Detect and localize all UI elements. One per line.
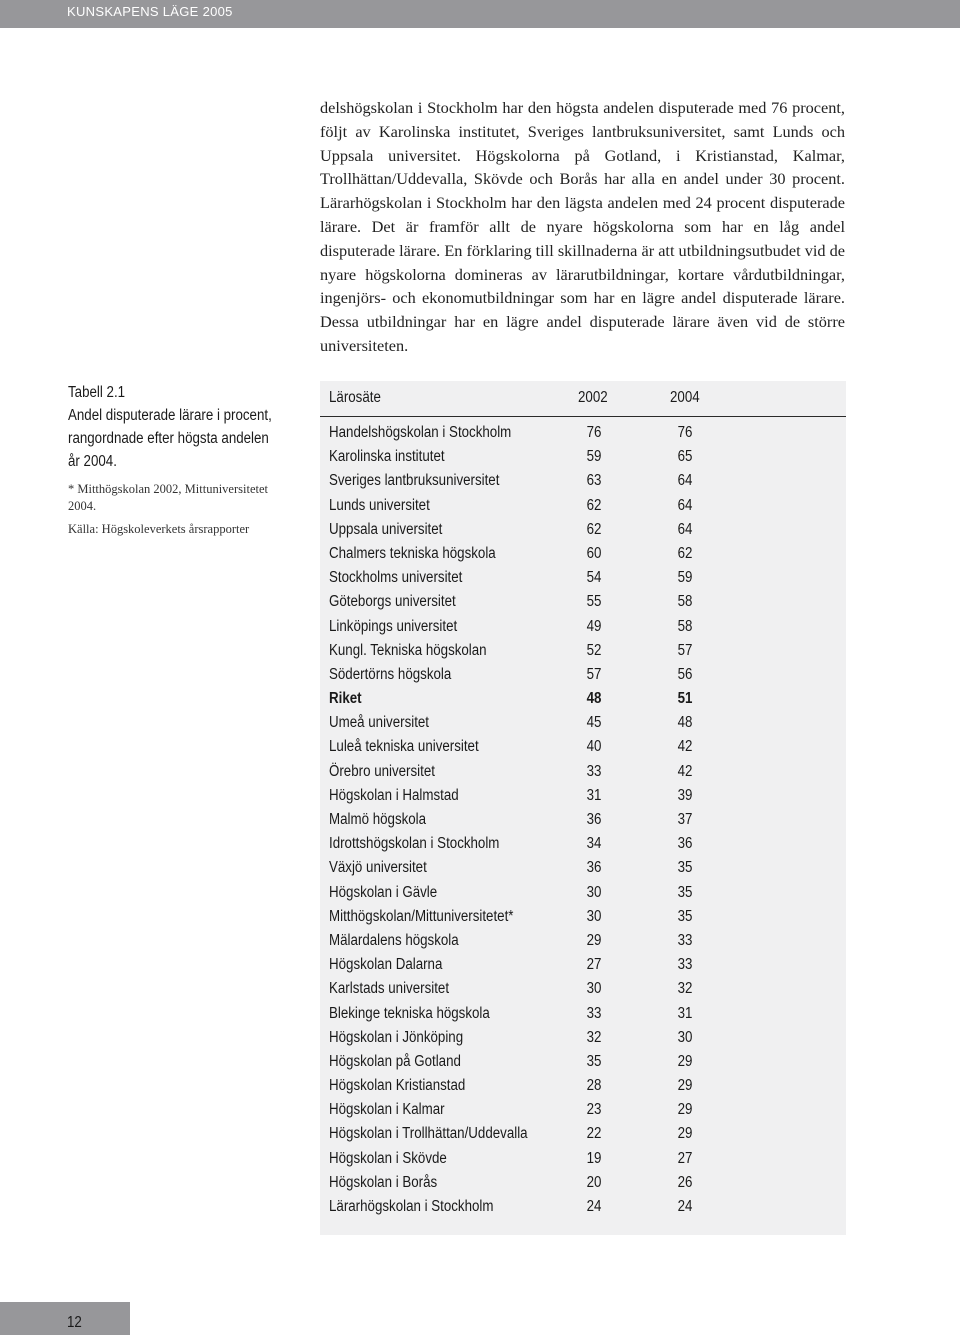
cell-larosate: Umeå universitet — [329, 714, 430, 732]
cell-larosate: Södertörns högskola — [329, 665, 452, 683]
cell-2002: 33 — [586, 1004, 602, 1022]
cell-2002: 27 — [586, 956, 602, 974]
cell-2002: 33 — [586, 762, 602, 780]
cell-2002: 49 — [586, 617, 602, 635]
cell-2002: 24 — [586, 1198, 602, 1215]
cell-larosate: Karolinska institutet — [329, 448, 445, 466]
cell-2002: 23 — [586, 1101, 602, 1119]
cell-2002: 34 — [586, 835, 602, 853]
cell-larosate: Linköpings universitet — [329, 617, 458, 635]
table-row — [320, 784, 846, 808]
cell-2002: 20 — [586, 1173, 602, 1191]
cell-2002: 62 — [586, 496, 602, 514]
cell-2002: 29 — [586, 931, 602, 949]
cell-2004: 35 — [677, 859, 693, 877]
table-row — [320, 615, 846, 639]
cell-larosate: Högskolan i Gävle — [329, 883, 438, 901]
cell-larosate: Högskolan Dalarna — [329, 956, 443, 974]
cell-2004: 64 — [677, 472, 693, 490]
table-row — [320, 977, 846, 1001]
cell-2004: 35 — [677, 907, 693, 925]
table-row — [320, 856, 846, 880]
table-row — [320, 953, 846, 977]
cell-larosate: Luleå tekniska universitet — [329, 738, 479, 756]
table-row — [320, 1026, 846, 1050]
page-number-tab — [0, 1302, 130, 1335]
table-row — [320, 566, 846, 590]
cell-larosate: Växjö universitet — [329, 859, 427, 877]
cell-2004: 29 — [677, 1077, 693, 1095]
cell-2004: 58 — [677, 593, 693, 611]
header-2004: 2004 — [670, 389, 700, 406]
caption-title: Andel disputerade lärare i procent, rangordnade efter högsta andelen år 2004. — [68, 407, 272, 470]
table-row — [320, 760, 846, 784]
cell-larosate: Högskolan i Kalmar — [329, 1101, 445, 1119]
cell-2004: 42 — [677, 762, 693, 780]
table-row — [320, 445, 846, 469]
table-row — [320, 518, 846, 542]
cell-2004: 29 — [677, 1101, 693, 1119]
cell-larosate: Mälardalens högskola — [329, 931, 459, 949]
cell-larosate: Blekinge tekniska högskola — [329, 1004, 490, 1022]
cell-larosate: Chalmers tekniska högskola — [329, 544, 496, 562]
cell-larosate: Riket — [329, 690, 362, 708]
cell-2002: 22 — [586, 1125, 602, 1143]
data-table — [320, 381, 846, 1235]
cell-larosate: Idrottshögskolan i Stockholm — [329, 835, 500, 853]
cell-2002: 32 — [586, 1028, 602, 1046]
table-row — [320, 1050, 846, 1074]
cell-2002: 45 — [586, 714, 602, 732]
cell-2002: 57 — [586, 665, 602, 683]
cell-larosate: Högskolan på Gotland — [329, 1052, 461, 1070]
table-row — [320, 881, 846, 905]
cell-2004: 29 — [677, 1125, 693, 1143]
cell-2004: 33 — [677, 956, 693, 974]
page-number: 12 — [67, 1314, 82, 1331]
cell-2004: 59 — [677, 569, 693, 587]
table-row — [320, 687, 846, 711]
caption-footnote: * Mitthögskolan 2002, Mittuniversitetet 2004. — [68, 482, 268, 513]
cell-2004: 24 — [677, 1198, 693, 1215]
table-row — [320, 905, 846, 929]
table-row — [320, 1171, 846, 1195]
running-header-bar — [0, 0, 960, 28]
cell-2002: 54 — [586, 569, 602, 587]
table-row — [320, 1147, 846, 1171]
table-row — [320, 1074, 846, 1098]
cell-2002: 62 — [586, 520, 602, 538]
table-row — [320, 494, 846, 518]
cell-larosate: Handelshögskolan i Stockholm — [329, 424, 512, 441]
cell-larosate: Lärarhögskolan i Stockholm — [329, 1198, 494, 1215]
cell-2004: 35 — [677, 883, 693, 901]
table-row — [320, 663, 846, 687]
cell-2004: 51 — [677, 690, 693, 708]
cell-2002: 52 — [586, 641, 602, 659]
table-row — [320, 808, 846, 832]
cell-2004: 36 — [677, 835, 693, 853]
cell-2004: 37 — [677, 811, 693, 828]
cell-2004: 27 — [677, 1149, 693, 1167]
table-header-row — [320, 381, 846, 417]
table-row — [320, 590, 846, 614]
cell-larosate: Karlstads universitet — [329, 980, 450, 998]
cell-2004: 32 — [677, 980, 693, 998]
running-header-title: KUNSKAPENS LÄGE 2005 — [67, 4, 233, 19]
cell-2004: 58 — [677, 617, 693, 635]
cell-larosate: Kungl. Tekniska högskolan — [329, 641, 487, 659]
table-row — [320, 542, 846, 566]
cell-2004: 57 — [677, 641, 693, 659]
cell-larosate: Högskolan i Halmstad — [329, 786, 459, 804]
cell-larosate: Lunds universitet — [329, 496, 430, 514]
cell-2002: 40 — [586, 738, 602, 756]
caption-title-block — [68, 381, 279, 473]
table-row — [320, 735, 846, 759]
cell-larosate: Högskolan Kristianstad — [329, 1077, 466, 1095]
header-2002: 2002 — [578, 389, 608, 406]
cell-2002: 30 — [586, 907, 602, 925]
cell-2004: 48 — [677, 714, 693, 732]
table-body — [320, 421, 846, 1219]
cell-larosate: Sveriges lantbruksuniversitet — [329, 472, 500, 490]
cell-2002: 35 — [586, 1052, 602, 1070]
cell-2004: 26 — [677, 1173, 693, 1191]
cell-2002: 31 — [586, 786, 602, 804]
cell-2004: 30 — [677, 1028, 693, 1046]
cell-2002: 48 — [586, 690, 602, 708]
cell-2004: 39 — [677, 786, 693, 804]
caption-source: Källa: Högskoleverkets årsrapporter — [68, 522, 250, 536]
cell-2004: 56 — [677, 665, 693, 683]
cell-larosate: Mitthögskolan/Mittuniversitetet* — [329, 907, 514, 925]
table-caption — [68, 381, 283, 538]
cell-2002: 36 — [586, 859, 602, 877]
cell-larosate: Uppsala universitet — [329, 520, 443, 538]
table-row — [320, 1002, 846, 1026]
table-row — [320, 832, 846, 856]
cell-larosate: Högskolan i Borås — [329, 1173, 438, 1191]
cell-2002: 76 — [586, 424, 602, 441]
caption-label: Tabell 2.1 — [68, 384, 126, 401]
table-row — [320, 421, 846, 445]
cell-2002: 60 — [586, 544, 602, 562]
cell-2002: 63 — [586, 472, 602, 490]
table-row — [320, 711, 846, 735]
cell-2004: 62 — [677, 544, 693, 562]
table-row — [320, 929, 846, 953]
cell-larosate: Stockholms universitet — [329, 569, 463, 587]
cell-larosate: Göteborgs universitet — [329, 593, 456, 611]
cell-2002: 30 — [586, 980, 602, 998]
cell-2002: 19 — [586, 1149, 602, 1167]
body-paragraph: delshögskolan i Stockholm har den högsta andelen disputerade med 76 procent, följt av Karolinska institutet, Sveriges lantbruksuniversitet, samt Lunds och Uppsala universitet. Högskolorna på Gotland, i Kristianstad, Kalmar, Trollhättan/Uddevalla, Skövde och Borås har alla en andel under 30 procent. Lärarhögskolan i Stockholm har den lägsta andelen med 24 procent disputerade lärare. Det är framför allt de nyare högskolorna som har en låg andel disputerade lärare. En förklaring till skillnaderna är att utbildningsutbudet vid de nyare högskolorna domineras av lärarutbildningar, kortare vårdutbildningar, ingenjörs- och ekonomutbildningar som har en lägre andel disputerade lärare. Dessa utbildningar har en lägre andel disputerade lärare även vid de större universiteten. — [320, 98, 845, 355]
table-row — [320, 469, 846, 493]
table-row — [320, 1122, 846, 1146]
cell-2004: 42 — [677, 738, 693, 756]
cell-2002: 55 — [586, 593, 602, 611]
cell-larosate: Högskolan i Jönköping — [329, 1028, 464, 1046]
cell-2002: 30 — [586, 883, 602, 901]
cell-larosate: Högskolan i Trollhättan/Uddevalla — [329, 1125, 528, 1143]
cell-2004: 76 — [677, 424, 693, 441]
cell-larosate: Örebro universitet — [329, 762, 435, 780]
table-row — [320, 639, 846, 663]
cell-2004: 31 — [677, 1004, 693, 1022]
cell-2004: 64 — [677, 520, 693, 538]
table-row — [320, 1195, 846, 1219]
cell-2004: 33 — [677, 931, 693, 949]
cell-2004: 65 — [677, 448, 693, 466]
cell-larosate: Malmö högskola — [329, 811, 427, 828]
table-row — [320, 1098, 846, 1122]
header-larosate: Lärosäte — [329, 389, 381, 406]
cell-2002: 28 — [586, 1077, 602, 1095]
cell-2002: 59 — [586, 448, 602, 466]
cell-2004: 64 — [677, 496, 693, 514]
cell-2004: 29 — [677, 1052, 693, 1070]
cell-larosate: Högskolan i Skövde — [329, 1149, 447, 1167]
cell-2002: 36 — [586, 811, 602, 828]
